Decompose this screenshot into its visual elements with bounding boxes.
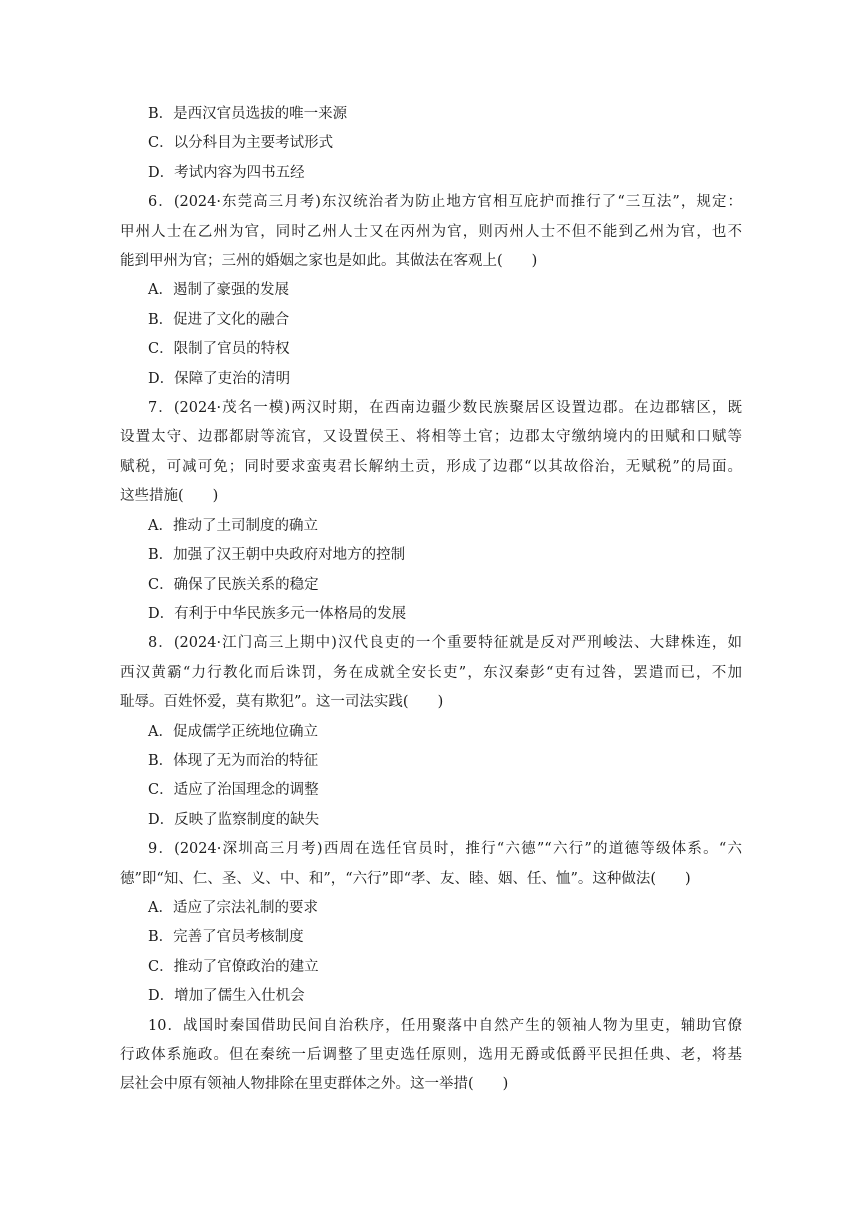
question-stem-continued: 赋税，可减可免；同时要求蛮夷君长解纳土贡，形成了边郡“以其故俗治，无赋税”的局面。: [120, 458, 742, 475]
question-stem-continued: 西汉黄霸“力行教化而后诛罚，务在成就全安长吏”，东汉秦彭“吏有过咎，罢遣而已，不加: [120, 664, 742, 681]
question-text-block: [120, 100, 742, 1100]
question-stem-continued: 层社会中原有领袖人物排除在里吏群体之外。这一举措( ): [120, 1076, 509, 1093]
answer-option: B．促进了文化的融合: [148, 311, 290, 328]
answer-option: D．保障了吏治的清明: [148, 370, 291, 387]
answer-option: C．以分科目为主要考试形式: [148, 135, 334, 152]
answer-option: A．适应了宗法礼制的要求: [148, 899, 318, 916]
answer-option: B．是西汉官员选拔的唯一来源: [148, 106, 348, 122]
question-stem: 10．战国时秦国借助民间自治秩序，任用聚落中自然产生的领袖人物为里吏，辅助官僚: [148, 1017, 742, 1034]
answer-option: A．促成儒学正统地位确立: [148, 723, 318, 740]
question-stem-continued: 甲州人士在乙州为官，同时乙州人士又在丙州为官，则丙州人士不但不能到乙州为官，也不: [120, 223, 742, 240]
question-stem-continued: 行政体系施政。但在秦统一后调整了里吏选任原则，选用无爵或低爵平民担任典、老，将基: [120, 1047, 742, 1063]
question-stem: 9．(2024·深圳高三月考)西周在选任官员时，推行“六德”“六行”的道德等级体系。“六: [148, 841, 742, 858]
answer-option: C．确保了民族关系的稳定: [148, 576, 319, 593]
answer-option: D．有利于中华民族多元一体格局的发展: [148, 605, 407, 622]
question-stem: 8．(2024·江门高三上期中)汉代良吏的一个重要特征就是反对严刑峻法、大肆株连，如: [148, 635, 742, 652]
answer-option: C．推动了官僚政治的建立: [148, 958, 319, 975]
answer-option: B．体现了无为而治的特征: [148, 752, 319, 769]
answer-option: A．遏制了豪强的发展: [148, 282, 289, 299]
answer-option: B．加强了汉王朝中央政府对地方的控制: [148, 547, 406, 564]
question-stem-continued: 耻辱。百姓怀爱，莫有欺犯”。这一司法实践( ): [120, 694, 444, 711]
question-stem: 7．(2024·茂名一模)两汉时期，在西南边疆少数民族聚居区设置边郡。在边郡辖区，既: [148, 400, 742, 417]
answer-option: D．反映了监察制度的缺失: [148, 811, 320, 828]
answer-option: D．考试内容为四书五经: [148, 164, 305, 181]
answer-option: C．限制了官员的特权: [148, 341, 290, 358]
question-stem-continued: 设置太守、边郡都尉等流官，又设置侯王、将相等土官；边郡太守缴纳境内的田赋和口赋等: [120, 429, 742, 446]
question-stem: 6．(2024·东莞高三月考)东汉统治者为防止地方官相互庇护而推行了“三互法”，规定：: [148, 194, 742, 211]
question-stem-continued: 德”即“知、仁、圣、义、中、和”，“六行”即“孝、友、睦、姻、任、恤”。这种做法( ): [120, 870, 691, 887]
answer-option: C．适应了治国理念的调整: [148, 782, 319, 799]
question-stem-continued: 这些措施( ): [120, 488, 219, 505]
answer-option: A．推动了土司制度的确立: [148, 517, 318, 534]
answer-option: D．增加了儒生入仕机会: [148, 988, 305, 1005]
question-stem-continued: 能到甲州为官；三州的婚姻之家也是如此。其做法在客观上( ): [120, 253, 538, 270]
answer-option: B．完善了官员考核制度: [148, 929, 304, 946]
